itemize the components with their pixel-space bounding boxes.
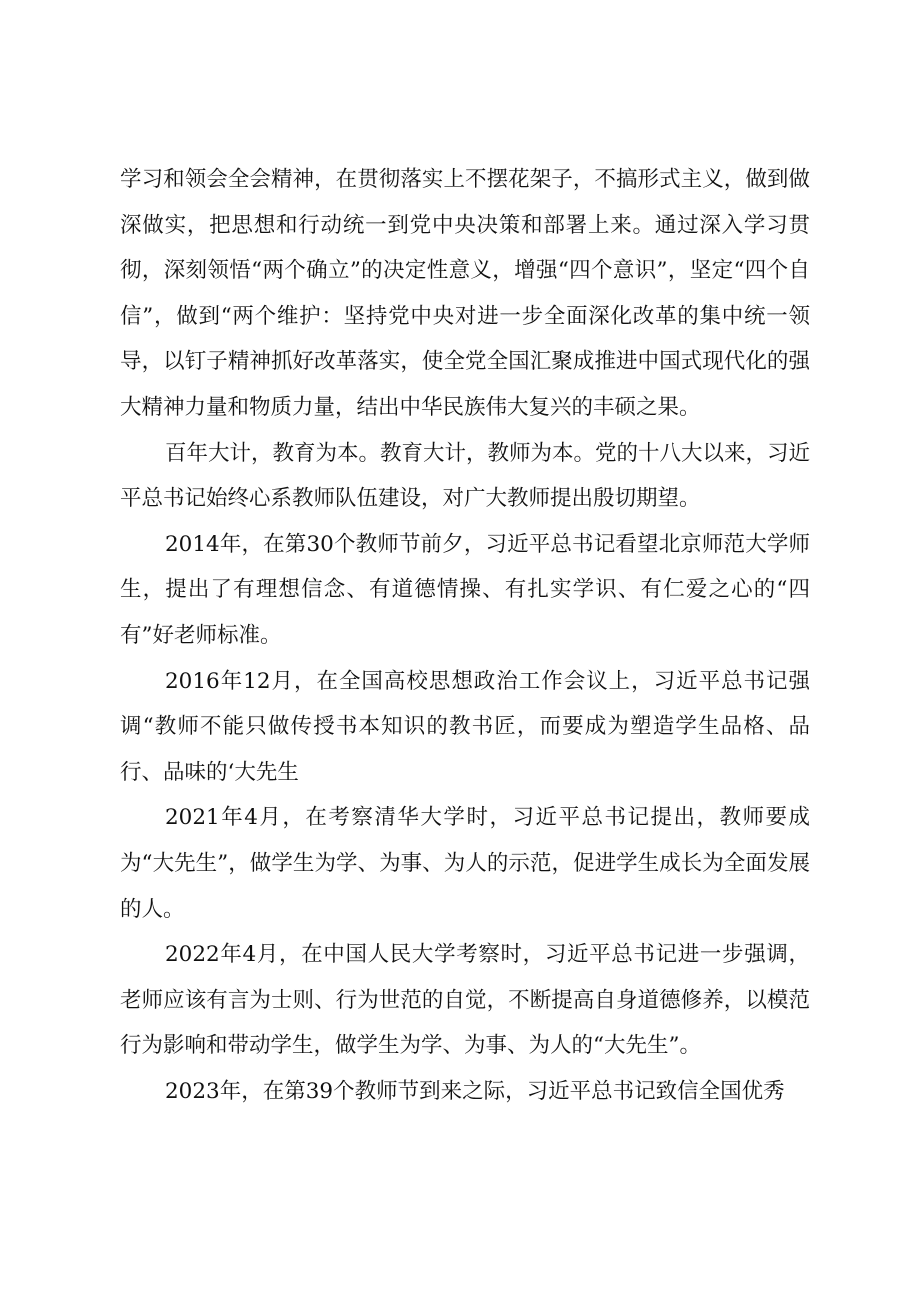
paragraph-education-foundation: 百年大计，教育为本。教育大计，教师为本。党的十八大以来，习近平总书记始终心系教师队伍建设，对广大教师提出殷切期望。 (120, 440, 811, 512)
paragraph-2022: 2022年4月，在中国人民大学考察时，习近平总书记进一步强调，老师应该有言为士则、行为世范的自觉，不断提高自身道德修养，以模范行为影响和带动学生，做学生为学、为事、为人的“大先生”。 (120, 942, 810, 1059)
paragraph-continued: 学习和领会全会精神，在贯彻落实上不摆花架子，不搞形式主义，做到做深做实，把思想和行动统一到党中央决策和部署上来。通过深入学习贯彻，深刻领悟“两个确立”的决定性意义，增强“四个意识”，坚定“四个自信”，做到“两个维护：坚持党中央对进一步全面深化改革的集中统一领导，以钉子精神抓好改革落实，使全党全国汇聚成推进中国式现代化的强大精神力量和物质力量，结出中华民族伟大复兴的丰硕之果。 (120, 167, 810, 420)
paragraph-2023: 2023年，在第39个教师节到来之际，习近平总书记致信全国优秀 (165, 1078, 785, 1104)
paragraph-2014: 2014年，在第30个教师节前夕，习近平总书记看望北京师范大学师生，提出了有理想信念、有道德情操、有扎实学识、有仁爱之心的“四有”好老师标准。 (120, 531, 810, 648)
paragraph-2021: 2021年4月，在考察清华大学时，习近平总书记提出，教师要成为“大先生”，做学生为学、为事、为人的示范，促进学生成长为全面发展的人。 (120, 805, 810, 922)
paragraph-2016: 2016年12月，在全国高校思想政治工作会议上，习近平总书记强调“教师不能只做传授书本知识的教书匠，而要成为塑造学生品格、品行、品味的‘大先生 (120, 668, 810, 785)
document-body (120, 157, 810, 1114)
